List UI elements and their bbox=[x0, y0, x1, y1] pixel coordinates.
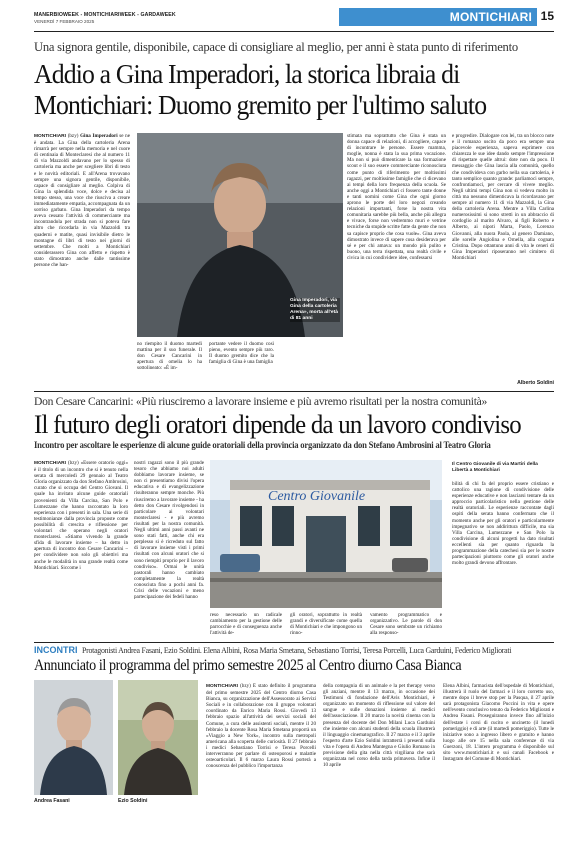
article3-section-tag: INCONTRI bbox=[34, 645, 78, 655]
article3-photo-2 bbox=[118, 680, 198, 795]
article2-divider bbox=[34, 642, 554, 643]
article3-photo-2-caption: Ezio Soldini bbox=[118, 798, 148, 804]
body-text: È stato definito il programma del primo semestre 2025 del Centro diurno Casa Bianca, su organizzazione dell'Assessorato ai Servizi Sociali e in collaborazione con il gruppo volontari coordinato da Enrico Maria Rossi. Giovedì 13 febbraio spazio all'attività dei servizi sociali del Comune, a cura delle assistenti sociali, mentre il 20 febbraio la docente Rosa Maria Smetana proporrà un «Viaggio a New York», incontro sulla metropoli americana alla scoperta delle curiosità. Il 27 febbraio i medici Sebastiano Torrisi e Teresa Porcelli interverranno per parlare di osteoporosi e malattie osteoarticolari. Il 6 marzo Laura Rossi porterà a conoscenza del pubblico l'importanza bbox=[206, 683, 316, 770]
article2-column-3: reso necessario un radicale cambiamento per la gestione delle parrocchie e di conseguenza anche l'attività de- bbox=[210, 612, 282, 637]
body-text: se ne è andata. La Gina della cartoleria Arena rimarrà per sempre nella memoria e nel cuore di centinaia di Monteclaresi che al numero 11 di via Mazzoldi andavano per lo spesso di cartoleria ma anche per scegliere libri di testo e le novità editoriali. E all'Arena trovavano sempre una signora gentile, disponibile, capace di consigliare al meglio. Colpiva di Gina la splendida voce, dolce e decisa al tempo stesso, una voce che riusciva a creare immediatamente empatia, accompagnata da un sorriso garbato. Gina Imperadori da tempo aveva cessato l'attività di commerciante ma incontrandola per strada non si poteva fare altro che ricordarla in via Mazzoldi tra quaderni e matite, quasi invisibile dietro le montagne di libri di testo nei giorni di settembre. Che molti a Montichiari considerassero Gina con affetto e rispetto è stato dimostrato anche dalle tantissime persone che han- bbox=[34, 133, 130, 268]
article2-subtitle: Incontro per ascoltare le esperienze di alcune guide oratoriali della provincia organizzato da don Stefano Ambrosini al Teatro Gloria bbox=[34, 441, 491, 451]
portrait-photo bbox=[34, 680, 113, 795]
byline: (bzy) bbox=[240, 683, 253, 689]
section-name: MONTICHIARI bbox=[449, 10, 532, 24]
article2-title: Il futuro degli oratori dipende da un lavoro condiviso bbox=[34, 410, 521, 439]
article2-photo-caption: Il Centro Giovanile di via Martiri della Libertà a Montichiari bbox=[452, 462, 538, 473]
oratory-building-photo bbox=[210, 460, 442, 608]
article3-column-1 bbox=[206, 683, 316, 809]
article2-column-2: nostri ragazzi sono il più grande tesoro che abbiamo noi adulti dobbiamo lavorare insieme, se non ci presentiamo divisi l'opera educativa e di evangelizzazione risulteranno sempre monche. Più riusciremo a lavorare insieme - ha detto don Cesare rivolgendosi in particolare ai volontari monteclaresi - e più avremo risultati per la nostra comunità. Negli ultimi anni passi avanti ne sono stati fatti, anche chi era perplesso si è ricreduto sul fatto di lavorare insieme visti i primi risultati con alcuni oratori che si sono riempiti proprio per il lavoro condiviso». Ormai le unità pastorali hanno cambiato completamente la realtà conosciuta fino a pochi anni fa. Crisi delle vocazioni e meno partecipazione dei fedeli hanno bbox=[134, 460, 204, 601]
svg-text:Centro Giovanile: Centro Giovanile bbox=[268, 489, 366, 504]
article1-column-1 bbox=[34, 133, 130, 387]
article2-photo bbox=[210, 460, 442, 608]
page-number: 15 bbox=[540, 9, 554, 23]
newspaper-names: MANERBIOWEEK - MONTICHIARIWEEK - GARDAWEEK bbox=[34, 12, 176, 18]
article3-column-3: Elena Albini, farmacista dell'ospedale di Montichiari, illustrerà il ruolo del farmaci e il loro corretto uso, mentre dopo il breve stop per la Pasqua, il 27 aprile sarà protagonista Giacomo Puccini in vita e opere nell'evento conclusivo tenuto da Federico Migliorati e Andrea Fasani. Proseguiranno invece fino all'inizio dell'estate i corsi di cucito e uncinetto (il lunedì pomeriggio) e di arte (il martedì pomeriggio). Tutte le iniziative sono a ingresso libero e gratuito e hanno luogo alle ore 15 nella sala conferenze di via Guerzoni, 18. L'intero programma è disponibile sul sito www.montichiari.it e sui canali Facebook e Instagram del Comune di Montichiari. bbox=[443, 683, 554, 763]
article3-protagonists: Protagonisti Andrea Fasani, Ezio Soldini. Elena Albini, Rosa Maria Smetana, Sebastiano Torrisi, Teresa Porcelli, Luca Garduini, Federico Migliorati bbox=[82, 645, 512, 655]
article1-divider bbox=[34, 391, 554, 392]
article1-title: Addio a Gina Imperadori, la storica libraia di Montichiari: Duomo gremito per l'ultimo saluto bbox=[34, 58, 487, 120]
article2-column-4: gli oratori, soprattutto in realtà grandi e diversificate come quella di Montichiari e che impongono un rinno- bbox=[290, 612, 362, 637]
dateline: MONTICHIARI bbox=[34, 134, 68, 139]
body-text: «Essere oratorio oggi» è il titolo di un incontro che si è tenuto nella serata di mercoledì 29 gennaio al Teatro Gloria organizzato da don Stefano Ambrosini, curato che si occupa del Centro Giovani. Il quale ha invitato alcune guide oratoriali provenienti da Villa Carcina, San Polo e Lumezzane che hanno raccontato la loro esperienza con i presenti in sala. Una serie di testimonianze dalla provincia proposte come possibilità di crescita e riflessione per volontari che operano negli oratori monteclaresi. «Stiamo vivendo la grande sfida di lavorare insieme – ha detto in apertura di incontro don Cesare Cancarini – per condividere non solo gli obiettivi ma anche le modalità in una grande realtà come Montichiari. Siccome i bbox=[34, 460, 128, 571]
article1-signature: Alberto Soldini bbox=[517, 380, 554, 386]
article2-kicker: Don Cesare Cancarini: «Più riusciremo a lavorare insieme e più avremo risultati per la nostra comunità» bbox=[34, 395, 487, 408]
article1-column-5: e progredire. Dialogare con lei, tra un blocco note e il romanzo uscito da poco era sempre una piacevole esperienza, sapeva esprimere con chiarezza le sue idee dando sempre l'impressione di rispettare quelle altrui: dote non da poco. Il messaggio che Gina lascia alla comunità, quello che condivideva con garbo nella sua cartoleria, è tanto semplice quanto grande: parliamoci sempre, confrontiamoci, per cercare di vivere meglio. Negli ultimi tempi Gina non si vedeva molto in città ma nessuno dimenticava la ricordavano per sempre al numero 11 di via Mazzoldi, la Gina della cartoleria Arena. Mentre a Villa Carlina numerosissimi si sono stretti in un abbraccio di cordoglio al marito Alvaro, ai figli Roberto e Alberto, ai nipoti Marta, Paolo, Lorenzo Giovanni, alla nuora Paola, al genero Damiano, alle sorelle Angiolina e Ornella, alla cognata Cristina. Dopo ottantuno anni di vita le ceneri di Gina Imperadori riposeranno nel cimitero di Montichiari bbox=[452, 133, 554, 261]
issue-date: VENERDÌ 7 FEBBRAIO 2025 bbox=[34, 19, 95, 24]
header-divider bbox=[34, 31, 554, 32]
article1-photo-caption: Gina Imperadori, via Gina della cartoleria Arena», morta all'età di 81 anni bbox=[290, 298, 340, 322]
dateline: MONTICHIARI bbox=[206, 684, 241, 689]
article3-title: Annunciato il programma del primo semestre 2025 al Centro diurno Casa Bianca bbox=[34, 657, 462, 674]
lead-name: Gina Imperadori bbox=[80, 133, 120, 139]
byline: (bzy) bbox=[67, 460, 81, 466]
article1-kicker: Una signora gentile, disponibile, capace di consigliare al meglio, per anni è stata punto di riferimento bbox=[34, 40, 518, 54]
article2-column-6: bilità di chi fa del proprio essere cristiano e cattolico una ragione di condivisione delle esperienze educative e non lasciarsi tentare da un approccio particolaristico nella gestione delle realtà oratoriali. Le esperienze raccontate dagli ospiti della serata hanno confermato che il momento anche per gli oratori e particolarmente impegnativo se non addirittura difficile, ma sia Villa Carcina, Lumezzane e San Polo la condivisione di alcuni progetti ha dato risultati eccellenti sia per quanto riguarda la programmazione della catechesi sia per le nostre partecipazioni piuttosto come gli oratori anche molto grandi devono affrontare. bbox=[452, 481, 554, 567]
article1-column-3: portante vedere il duomo così pieno, evento sempre più raro. Il duomo gremito dice che la famiglia di Gina è una famiglia bbox=[209, 341, 274, 366]
article1-column-4-visible: stimata ma soprattutto che Gina è stata un donna capace di relazioni, di accogliere, capace di incontrare le persone. Essere mamma, moglie, nonna è stata la sua prima vocazione. Ma non si può dimenticare la sua formazione scout e il suo essere commerciante riconosciuta come punto di riferimento per moltissimi ragazzi, per moltissime famiglie che ci dicevano ai tempi della loro frequenza della scuola. Se anche oggi a Montichiari ci fossero tante donne e tanti uomini come Gina che ogni giorno aprono le porte del loro negozi creando relazioni importanti, forse la nostra vita comunitaria sarebbe più bella, anche più allegra e vivace, forse non vedremmo muri e vetrine tecniche da stupide scritte fatte da gente che non sa capisce proprio che cosa vuole». Gina aveva dimostrato invece di sapere cosa desiderava per sé e per chi amava: un mondo più pulito e buono, una terra rispettata, una realtà civile e civica in cui condividere idee, confessarsi bbox=[347, 133, 446, 261]
article2-column-5: vamento programmatico e organizzativo. Le parole di don Cesare sono sembrate un richiamo alla responso- bbox=[370, 612, 442, 637]
article2-column-1 bbox=[34, 460, 128, 638]
article3-photo-1-caption: Andrea Fasani bbox=[34, 798, 70, 804]
article3-photo-1 bbox=[34, 680, 113, 795]
portrait-photo bbox=[118, 680, 198, 795]
masthead bbox=[34, 8, 554, 32]
byline: (bzy) bbox=[67, 133, 81, 139]
article1-column-2: no riempito il duomo martedì mattina per il suo funerale. Il don Cesare Cancarini in apertura di omelia lo ha sottolineato: «È im- bbox=[137, 341, 202, 372]
article3-column-2: della compagnia di un animale e la pet therapy verso gli anziani, mentre il 13 marzo, in occasione dei Testimoni di fondazione dell'Avis Montichiari, è organizzato un momento di riflessione sul valore del sangue e sulle donazioni insieme ai medici dell'associazione. Il 20 marzo la novità cinema con la presenza del docente del Don Milani Luca Garduini che insieme con alcuni studenti della scuola illustrerà il linguaggio cinematografico. Il 27 marzo e il 3 aprile l'esperto d'arte Ezio Soldini intratterrà i presenti sulla vita e l'opera di Andrea Mantegna e Giulio Romano in previsione della gita nella città virgiliana che sarà organizzata nel corso della tarda primavera. Infine il 10 aprile bbox=[323, 683, 435, 769]
dateline: MONTICHIARI bbox=[34, 461, 68, 466]
